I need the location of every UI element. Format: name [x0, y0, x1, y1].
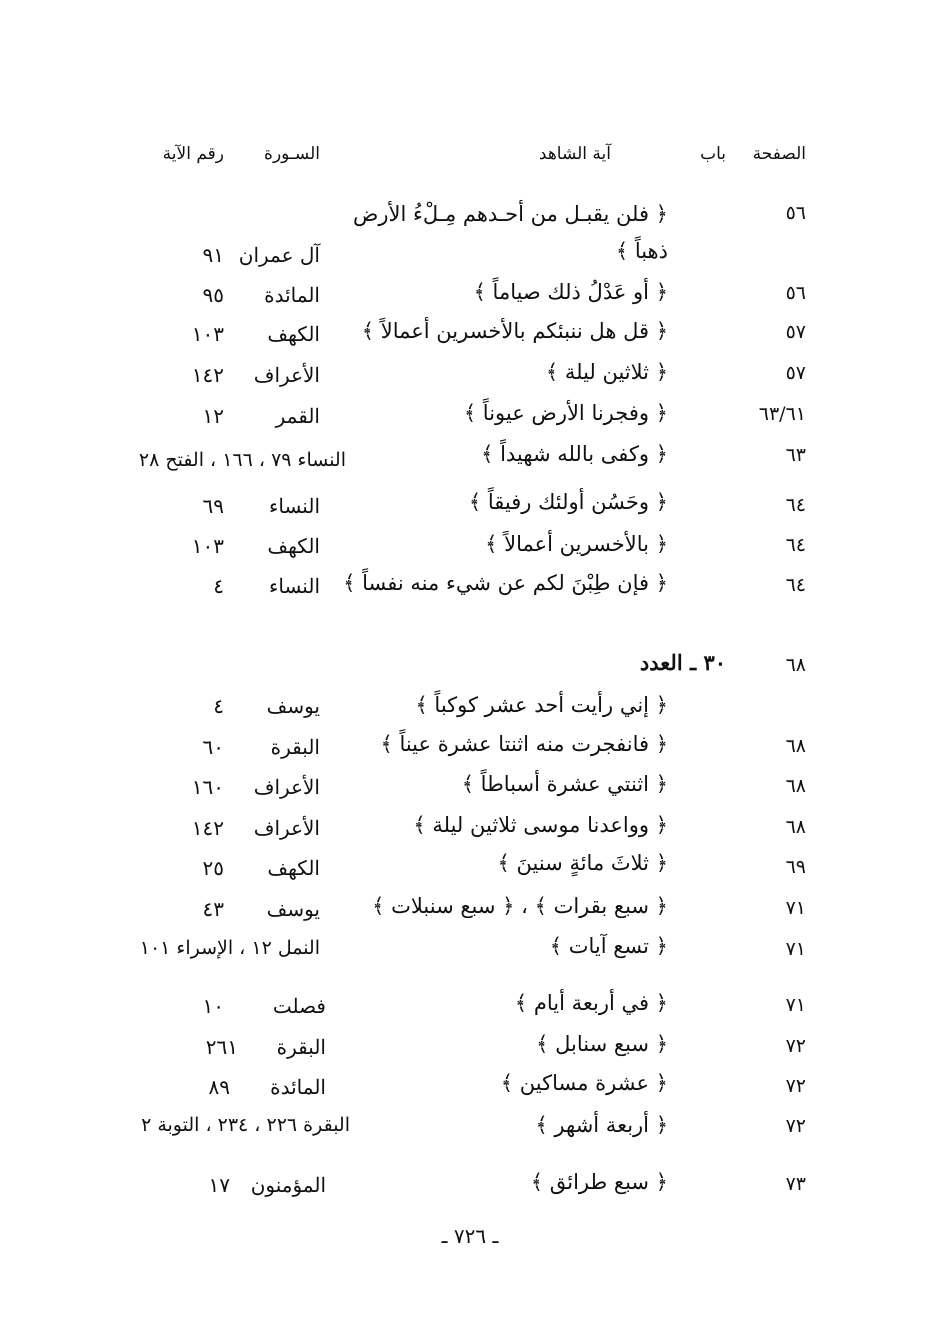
page-number: ٧٢ [785, 1115, 806, 1137]
page-number: ٥٦ [785, 282, 806, 304]
ayah-text: ﴿ تسع آيات ﴾ [549, 934, 668, 958]
ayah-text: ذهباً ﴾ [615, 239, 668, 263]
surah-name: المائدة [270, 1075, 326, 1099]
page-number: ٧٢ [785, 1035, 806, 1057]
ayah-number: ٤٣ [202, 897, 224, 921]
ayah-number: ١٤٢ [191, 363, 224, 387]
header-page: الصفحة [752, 144, 806, 164]
surah-name: المائدة [264, 283, 320, 307]
page-number: ٦٩ [785, 856, 806, 878]
ayah-number: ٢٦١ [205, 1035, 238, 1059]
page-number: ٥٧ [785, 362, 806, 384]
section-title: ٣٠ ـ العدد [639, 650, 726, 675]
page-number: ٦٤ [785, 574, 806, 596]
section-page-number: ٦٨ [785, 654, 806, 676]
ayah-text: ﴿ قل هل ننبئكم بالأخسرين أعمالاً ﴾ [361, 319, 668, 343]
page-number: ٦٨ [785, 735, 806, 757]
page-number: ٦٤ [785, 534, 806, 556]
ayah-text: ﴿ سبع بقرات ﴾ ، ﴿ سبع سنبلات ﴾ [372, 894, 668, 918]
surah-name: الكهف [267, 322, 320, 346]
ayah-text: ﴿ سبع سنابل ﴾ [536, 1032, 668, 1056]
page-number: ٦٤ [785, 494, 806, 516]
surah-name: آل عمران [238, 243, 320, 267]
header-surah: السـورة [264, 144, 320, 164]
ayah-text: ﴿ وفجرنا الأرض عيوناً ﴾ [463, 401, 668, 425]
page-number: ٦٣/٦١ [758, 403, 806, 425]
ayah-number: ٩١ [202, 243, 224, 267]
page-number: ٥٦ [785, 202, 806, 224]
surah-name: فصلت [272, 994, 326, 1018]
ayah-number: ١٤٢ [191, 816, 224, 840]
ayah-number: ٦٠ [202, 735, 224, 759]
surah-name: الكهف [267, 856, 320, 880]
page-number: ٦٣ [785, 444, 806, 466]
page-number: ٦٨ [785, 775, 806, 797]
ayah-text: ﴿ وواعدنا موسى ثلاثين ليلة ﴾ [413, 813, 668, 837]
page-number: ٥٧ [785, 321, 806, 343]
ayah-number: ٤ [213, 694, 224, 718]
ayah-text: ﴿ أو عَدْلُ ذلك صياماً ﴾ [473, 280, 668, 304]
ayah-number: ١٠٣ [191, 534, 224, 558]
ayah-text: ﴿ ثلاثين ليلة ﴾ [545, 360, 668, 384]
surah-reference: البقرة ٢٢٦ ، ٢٣٤ ، التوبة ٢ [141, 1114, 350, 1136]
ayah-text: ﴿ فلن يقبـل من أحـدهم مِـلْءُ الأرض [353, 202, 668, 226]
surah-name: يوسف [266, 897, 320, 921]
page-number: ٧٢ [785, 1075, 806, 1097]
ayah-number: ١٠ [202, 994, 224, 1018]
surah-name: البقرة [270, 735, 320, 759]
page-number: ٦٨ [785, 816, 806, 838]
surah-reference: النساء ٧٩ ، ١٦٦ ، الفتح ٢٨ [138, 449, 346, 471]
ayah-text: ﴿ ثلاثَ مائةٍ سنينَ ﴾ [497, 851, 668, 875]
ayah-text: ﴿ اثنتي عشرة أسباطاً ﴾ [461, 772, 668, 796]
ayah-text: ﴿ فانفجرت منه اثنتا عشرة عيناً ﴾ [380, 732, 668, 756]
ayah-number: ٩٥ [202, 283, 224, 307]
ayah-number: ٦٩ [202, 494, 224, 518]
ayah-text: ﴿ وكفى بالله شهيداً ﴾ [481, 442, 668, 466]
page-number: ٧١ [785, 897, 806, 919]
surah-name: البقرة [276, 1035, 326, 1059]
ayah-text: ﴿ بالأخسرين أعمالاً ﴾ [485, 532, 668, 556]
surah-name: الأعراف [253, 816, 320, 840]
ayah-text: ﴿ فإن طِبْنَ لكم عن شيء منه نفساً ﴾ [343, 571, 668, 595]
surah-name: الأعراف [253, 363, 320, 387]
header-chapter: باب [700, 144, 726, 164]
ayah-text: ﴿ عشرة مساكين ﴾ [500, 1071, 668, 1095]
ayah-text: ﴿ وحَسُن أولئك رفيقاً ﴾ [468, 490, 668, 514]
ayah-text: ﴿ أربعة أشهر ﴾ [535, 1113, 668, 1137]
page-number: ٧١ [785, 938, 806, 960]
surah-name: الأعراف [253, 775, 320, 799]
ayah-number: ١٧ [208, 1173, 230, 1197]
page-number: ٧١ [785, 994, 806, 1016]
ayah-number: ٨٩ [208, 1075, 230, 1099]
ayah-number: ١٦٠ [191, 775, 224, 799]
ayah-text: ﴿ في أربعة أيام ﴾ [514, 991, 668, 1015]
surah-reference: النمل ١٢ ، الإسراء ١٠١ [139, 937, 320, 959]
header-ayah: آية الشاهد [538, 144, 611, 164]
ayah-text: ﴿ سبع طرائق ﴾ [530, 1170, 668, 1194]
surah-name: يوسف [266, 694, 320, 718]
surah-name: الكهف [267, 534, 320, 558]
header-ayah-number: رقم الآية [162, 144, 224, 164]
ayah-text: ﴿ إني رأيت أحد عشر كوكباً ﴾ [415, 693, 668, 717]
surah-name: المؤمنون [250, 1173, 326, 1197]
ayah-number: ١٠٣ [191, 322, 224, 346]
surah-name: النساء [268, 494, 320, 518]
page-folio: ـ ٧٢٦ ـ [441, 1224, 499, 1248]
surah-name: النساء [268, 574, 320, 598]
ayah-number: ٢٥ [202, 856, 224, 880]
ayah-number: ١٢ [202, 404, 224, 428]
surah-name: القمر [275, 404, 320, 428]
page-number: ٧٣ [785, 1173, 806, 1195]
ayah-number: ٤ [213, 574, 224, 598]
